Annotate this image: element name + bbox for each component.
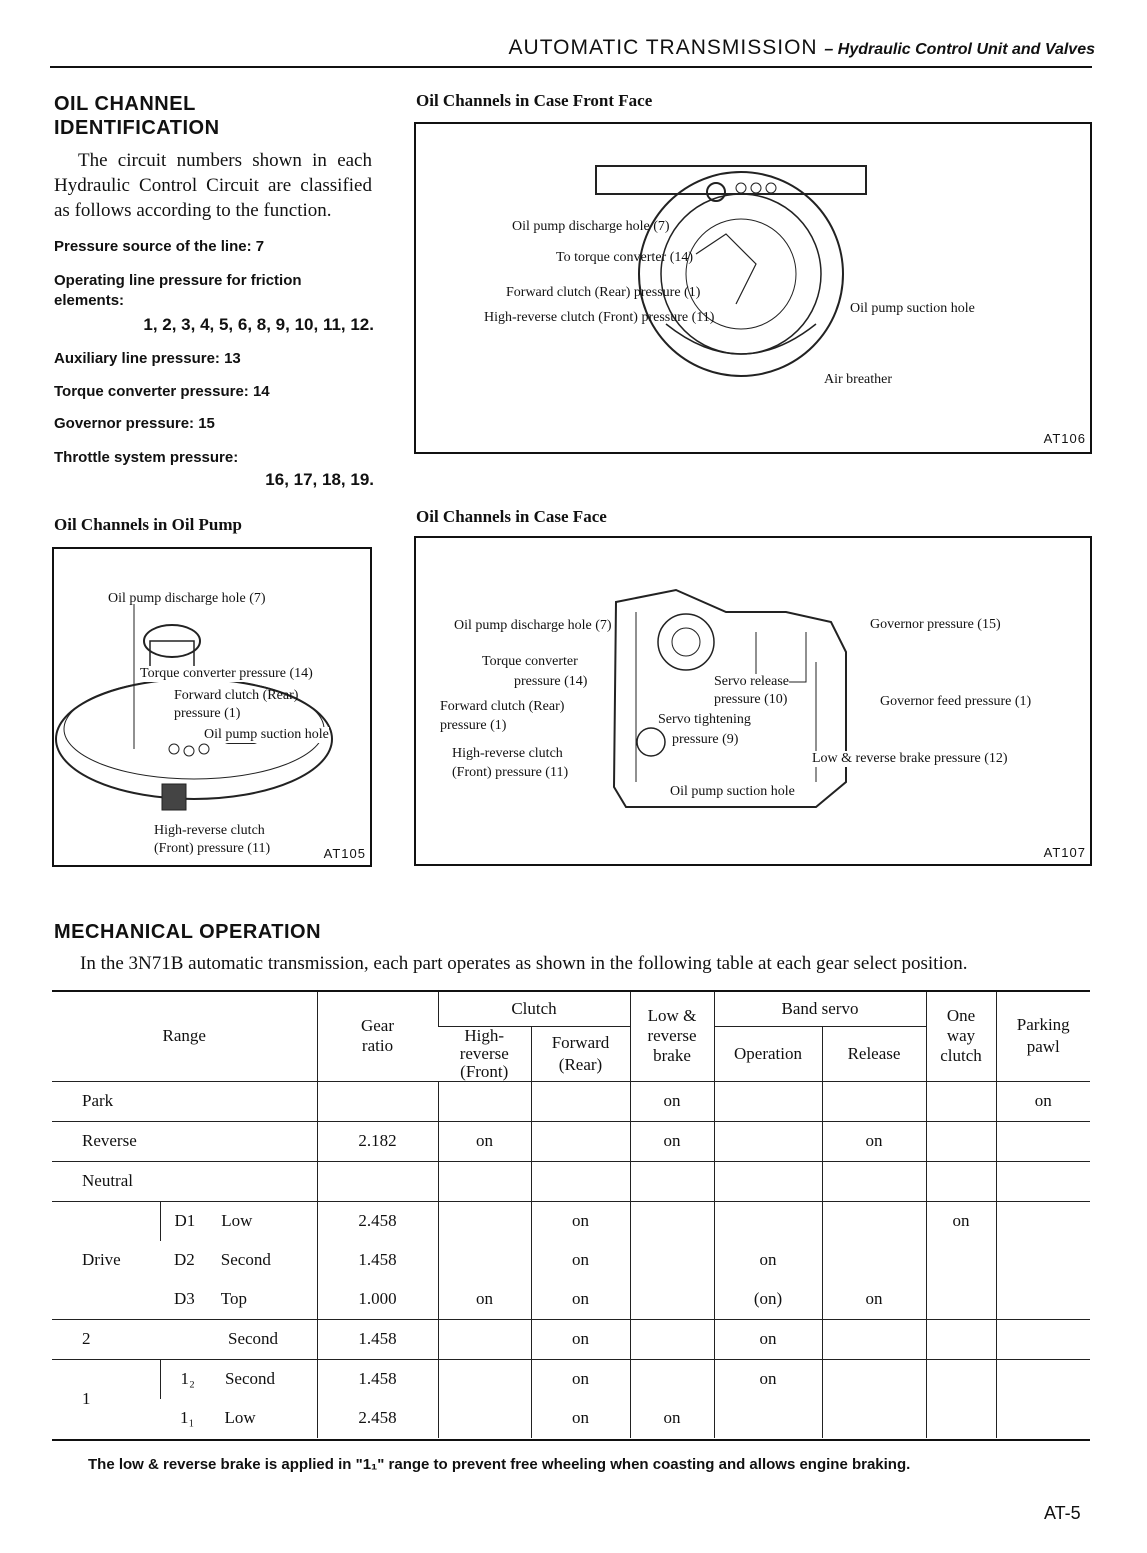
operation-table [52, 992, 1090, 1438]
lbl-at107-high-reverse-pressure: (Front) pressure (11) [452, 765, 569, 780]
page-header: AUTOMATIC TRANSMISSION – Hydraulic Control Unit and Valves [508, 36, 1095, 59]
fig-at107-frame [414, 536, 1092, 866]
item-governor: Governor pressure: 15 [54, 415, 215, 432]
hdr-operation: Operation [714, 1026, 822, 1081]
lbl-at107-governor: Governor pressure (15) [870, 617, 1001, 632]
lbl-at107-suction: Oil pump suction hole [670, 784, 795, 799]
lbl-at107-forward: Forward clutch (Rear) [440, 699, 565, 714]
header-rule [50, 66, 1092, 68]
header-title: AUTOMATIC TRANSMISSION [508, 36, 818, 59]
table-row: Neutral [52, 1161, 1090, 1201]
lbl-at107-governor-feed: Governor feed pressure (1) [880, 694, 1032, 709]
hdr-release: Release [822, 1026, 926, 1081]
lbl-at107-servo-tightening: Servo tightening [658, 712, 751, 727]
item-auxiliary-line: Auxiliary line pressure: 13 [54, 350, 241, 367]
lbl-at107-pressure-9: pressure (9) [672, 732, 739, 747]
fig-at105-frame [52, 547, 372, 867]
lbl-at107-low-reverse: Low & reverse brake pressure (12) [812, 751, 1008, 766]
lbl-at107-torque: Torque converter [482, 654, 578, 669]
fig-at106-code: AT106 [1043, 431, 1086, 446]
lbl-at105-torque: Torque converter pressure (14) [140, 666, 313, 681]
oil-channel-body: The circuit numbers shown in each Hydraulic Control Circuit are classified as follows according to the function. [54, 150, 372, 221]
lbl-at106-torque: To torque converter (14) [556, 250, 694, 265]
table-row: Park on on [52, 1081, 1090, 1121]
table-row: Reverse 2.182 on on on [52, 1121, 1090, 1161]
oil-pump-illustration [54, 589, 364, 819]
lbl-at107-pressure-10: pressure (10) [714, 692, 788, 707]
header-subtitle: Hydraulic Control Unit and Valves [837, 41, 1095, 58]
item-torque-converter: Torque converter pressure: 14 [54, 383, 270, 400]
lbl-at107-high-reverse: High-reverse clutch [452, 746, 563, 761]
lbl-at106-forward: Forward clutch (Rear) pressure (1) [506, 285, 701, 300]
item-operating-line: Operating line pressure for friction elements: 1, 2, 3, 4, 5, 6, 8, 9, 10, 11, 12. [54, 272, 374, 334]
table-row: D3 Top 1.000 on on (on) on [52, 1280, 1090, 1320]
fig-at106-frame [414, 122, 1092, 454]
lbl-at106-suction: Oil pump suction hole [850, 301, 975, 316]
lbl-at106-discharge: Oil pump discharge hole (7) [512, 219, 670, 234]
table-row: 1 1₂ Second 1.458 on on [52, 1359, 1090, 1399]
item-pressure-source: Pressure source of the line: 7 [54, 238, 265, 255]
lbl-at106-air-breather: Air breather [824, 372, 893, 387]
item-throttle-system: Throttle system pressure: 16, 17, 18, 19. [54, 449, 374, 489]
hdr-band-servo: Band servo [714, 992, 926, 1026]
lbl-at107-forward-pressure: pressure (1) [440, 718, 507, 733]
hdr-forward: Forward (Rear) [531, 1026, 630, 1081]
hdr-one-way: One way clutch [926, 992, 996, 1081]
oil-channel-heading: OIL CHANNEL IDENTIFICATION [54, 93, 220, 139]
lbl-at107-servo-release: Servo release [714, 674, 790, 689]
table-row: D2 Second 1.458 on on [52, 1241, 1090, 1280]
lbl-at105-high-reverse: High-reverse clutch [154, 823, 265, 838]
hdr-clutch: Clutch [438, 992, 630, 1026]
lbl-at105-suction: Oil pump suction hole [204, 727, 329, 742]
fig-at105-caption: Oil Channels in Oil Pump [54, 515, 242, 534]
hdr-gear-ratio: Gear ratio [317, 992, 438, 1081]
page-number: AT-5 [1044, 1503, 1081, 1523]
table-bottom-rule [52, 1439, 1090, 1441]
table-row: 2 Second 1.458 on on [52, 1319, 1090, 1359]
fig-at107-code: AT107 [1043, 845, 1086, 860]
mechanical-heading: MECHANICAL OPERATION [54, 921, 322, 943]
hdr-high-reverse: High- reverse (Front) [438, 1026, 531, 1081]
fig-at107-caption: Oil Channels in Case Face [416, 507, 607, 526]
mechanical-intro: In the 3N71B automatic transmission, each part operates as shown in the following table at each gear select position. [80, 953, 968, 974]
hdr-range: Range [52, 992, 317, 1081]
lbl-at106-high-reverse: High-reverse clutch (Front) pressure (11) [484, 310, 715, 325]
lbl-at105-forward-pressure: pressure (1) [174, 706, 241, 721]
lbl-at105-discharge: Oil pump discharge hole (7) [108, 591, 266, 606]
table-row: 1₁ Low 2.458 on on [52, 1399, 1090, 1438]
footnote: The low & reverse brake is applied in "1₁" range to prevent free wheeling when coasting and allows engine braking. [88, 1456, 911, 1473]
lbl-at105-forward: Forward clutch (Rear) [174, 688, 299, 703]
lbl-at105-high-reverse-pressure: (Front) pressure (11) [154, 841, 271, 856]
hdr-parking: Parking pawl [996, 992, 1090, 1081]
fig-at105-code: AT105 [323, 846, 366, 861]
fig-at106-caption: Oil Channels in Case Front Face [416, 91, 653, 110]
lbl-at107-torque-pressure: pressure (14) [514, 674, 588, 689]
lbl-at107-discharge: Oil pump discharge hole (7) [454, 618, 612, 633]
hdr-low-reverse: Low & reverse brake [630, 992, 714, 1081]
table-row: Drive D1 Low 2.458 on on [52, 1201, 1090, 1241]
